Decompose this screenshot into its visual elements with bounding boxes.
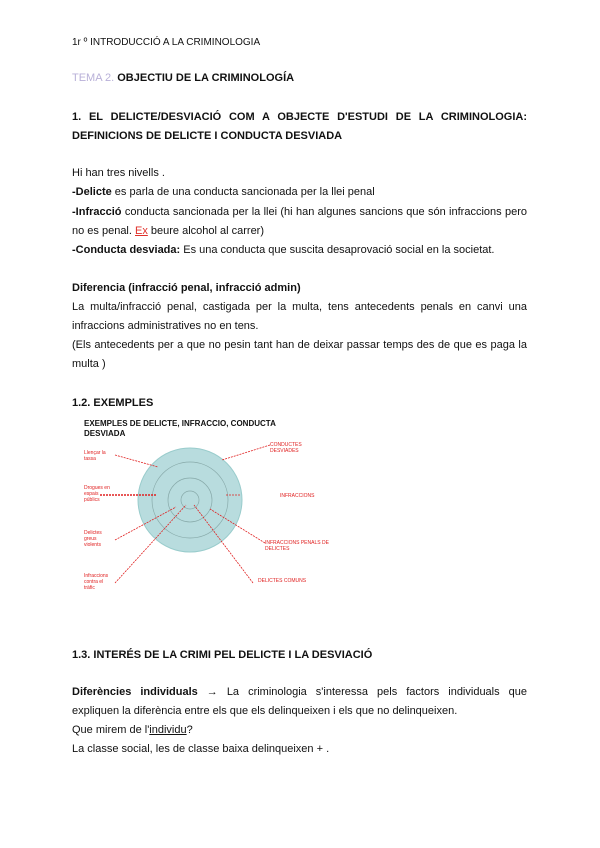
diagram-title: EXEMPLES DE DELICTE, INFRACCIO, CONDUCTA DESVIADA (84, 419, 276, 438)
section12-heading: 1.2. EXEMPLES (72, 397, 154, 409)
text: -Delicte es parla de una conducta sancionada per la llei penal (72, 186, 375, 198)
text: -Infracció conducta sancionada per la llei (hi han algunes sancions que són infraccions pero (72, 206, 527, 218)
text: La classe social, les de classe baixa delinqueixen + . (72, 743, 330, 755)
text: La multa/infracció penal, castigada per la multa, tens antecedents penals en canvi una (72, 301, 527, 313)
text: Diferències individuals → La criminologia s'interessa pels factors individuals que (72, 686, 527, 698)
section1-heading: 1. EL DELICTE/DESVIACIÓ COM A OBJECTE D'ESTUDI DE LA CRIMINOLOGIA: (72, 111, 527, 123)
text: Que mirem de l'individu? (72, 724, 193, 736)
diagram-label: Delictes greus violents (84, 530, 102, 548)
text: no es penal. Ex beure alcohol al carrer) (72, 225, 265, 237)
section13-heading: 1.3. INTERÉS DE LA CRIMI PEL DELICTE I LA DESVIACIÓ (72, 649, 373, 661)
diagram-label: Llençar la tassa (84, 450, 106, 462)
text: Hi han tres nivells . (72, 167, 165, 179)
diagram-label: INFRACCIONS PENALS DE DELICTES (265, 540, 329, 552)
diagram-label: CONDUCTES DESVIADES (270, 442, 302, 454)
text: -Conducta desviada: Es una conducta que suscita desaprovació social en la societat. (72, 244, 495, 256)
diagram-label: Infraccions contra el tràfic (84, 573, 109, 591)
subheading: Diferencia (infracció penal, infracció admin) (72, 282, 301, 294)
diagram-label: Drogues en espais públics (84, 485, 110, 503)
text: infraccions administratives no en tens. (72, 320, 259, 332)
text: multa ) (72, 358, 106, 370)
text: expliquen la diferència entre els que els delinqueixen i els que no delinqueixen. (72, 705, 458, 717)
text: (Els antecedents per a que no pesin tant han de deixar passar temps des de que es paga la (72, 339, 527, 351)
diagram-label: INFRACCIONS (280, 493, 315, 499)
diagram-label: DELICTES COMUNS (258, 578, 307, 584)
section1-heading-2: DEFINICIONS DE DELICTE I CONDUCTA DESVIADA (72, 130, 343, 142)
page-header: 1r º INTRODUCCIÓ A LA CRIMINOLOGIA (72, 37, 261, 48)
page-title: TEMA 2. OBJECTIU DE LA CRIMINOLOGÍA (72, 72, 295, 84)
examples-diagram (80, 415, 340, 605)
